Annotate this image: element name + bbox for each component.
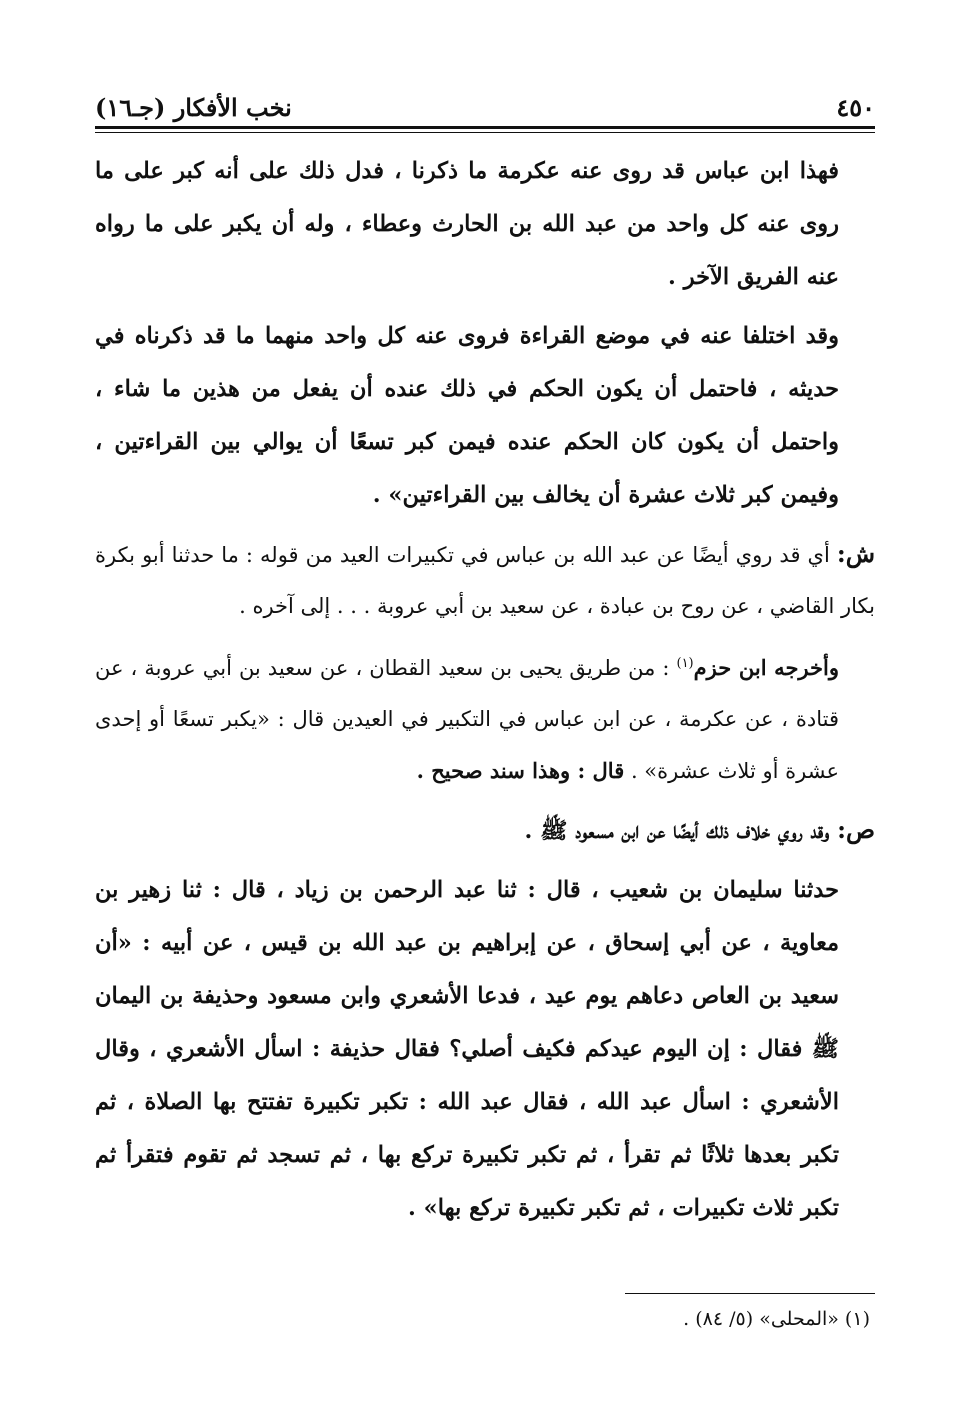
footnote-rule: [625, 1293, 875, 1294]
header-rule-thin: [95, 132, 875, 133]
paragraph-2: وقد اختلفا عنه في موضع القراءة فروى عنه كل واحد منهما ما قد ذكرناه في حديثه ، فاحتمل أن يكون الحكم في ذلك عنده أن يفعل من هذين ما شاء ، واحتمل أن يكون كان الحكم عنده فيمن كبر تسعًا أن يوالي بين القراءتين ، وفيمن كبر ثلاث عشرة أن يخالف بين القراءتين» .: [95, 323, 839, 508]
footnote-ref[interactable]: (١): [676, 656, 694, 671]
commentary-paragraph: [95, 528, 875, 632]
footnote: (١) «المحلى» (٥/ ٨٤) .: [683, 1308, 870, 1330]
commentary-text: أي قد روي أيضًا عن عبد الله بن عباس في تكبيرات العيد من قوله : ما حدثنا أبو بكرة بكار القاضي ، عن روح بن عبادة ، عن سعيد بن أبي عروبة . . . إلى آخره .: [95, 543, 875, 618]
paragraph-4-tail: قال : وهذا سند صحيح .: [416, 758, 625, 783]
header-rule-thick: [95, 126, 875, 129]
text-paragraph: [95, 803, 875, 858]
text-line: وقد روي خلاف ذلك أيضًا عن ابن مسعود ﷺ .: [524, 818, 830, 844]
paragraph-4-lead: وأخرجه ابن حزم: [693, 655, 839, 680]
commentary-label: ش:: [836, 539, 875, 568]
paragraph-4-text: : من طريق يحيى بن سعيد القطان ، عن سعيد بن أبي عروبة ، عن قتادة ، عن عكرمة ، عن ابن عباس في التكبير في العيدين قال : «يكبر تسعًا أو إحدى عشرة أو ثلاث عشرة» .: [95, 656, 839, 783]
paragraph-1: فهذا ابن عباس قد روى عنه عكرمة ما ذكرنا ، فدل ذلك على أنه كبر على ما روى عنه كل واحد من عبد الله بن الحارث وعطاء ، وله أن يكبر على ما رواه عنه الفريق الآخر .: [95, 158, 839, 290]
main-text: [95, 145, 875, 1241]
running-header: [95, 78, 875, 122]
text-label: ص:: [837, 815, 875, 844]
paragraph-6: حدثنا سليمان بن شعيب ، قال : ثنا عبد الرحمن بن زياد ، قال : ثنا زهير بن معاوية ، عن أبي إسحاق ، عن إبراهيم بن عبد الله بن قيس ، عن أبيه : «أن سعيد بن العاص دعاهم يوم عيد ، فدعا الأشعري وابن مسعود وحذيفة بن اليمان ﷺ فقال : إن اليوم عيدكم فكيف أصلي؟ فقال حذيفة : اسأل الأشعري ، وقال الأشعري : اسأل عبد الله ، فقال عبد الله : تكبر تكبيرة تفتتح بها الصلاة ، ثم تكبر بعدها ثلاثًا ثم تقرأ ، ثم تكبر تكبيرة تركع بها ، ثم تسجد ثم تقوم فتقرأ ثم تكبر ثلاث تكبيرات ، ثم تكبر تكبيرة تركع بها» .: [95, 877, 839, 1221]
book-title: نخب الأفكار (جـ١٦): [95, 93, 292, 122]
paragraph-4: [95, 638, 875, 797]
page-number: ٤٥٠: [836, 93, 875, 122]
